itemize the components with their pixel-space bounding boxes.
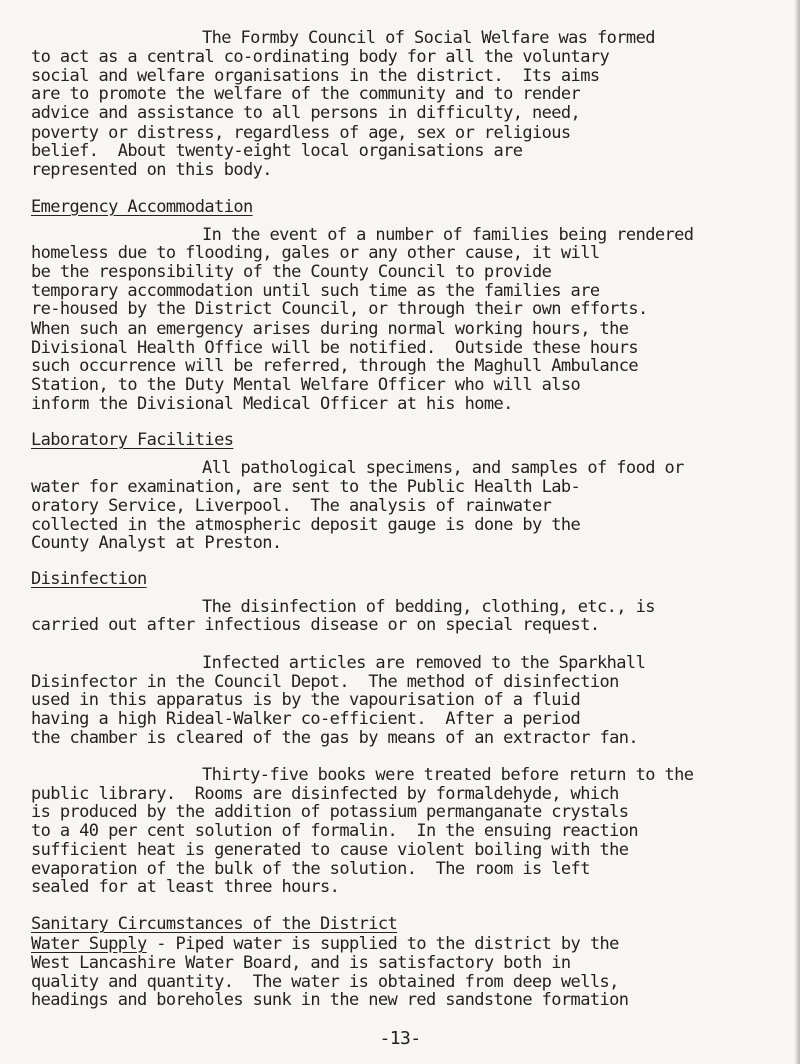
text-line: When such an emergency arises during normal working hours, the	[31, 319, 629, 339]
text-line: are to promote the welfare of the community and to render	[31, 84, 581, 104]
text-line: sufficient heat is generated to cause violent boiling with the	[31, 840, 629, 860]
scan-edge-shadow	[794, 0, 800, 1064]
text-line: Disinfector in the Council Depot. The method of disinfection	[31, 672, 619, 692]
page-number: -13-	[379, 1028, 421, 1049]
text-line: is produced by the addition of potassium permanganate crystals	[31, 802, 629, 822]
text-line: belief. About twenty-eight local organisations are	[31, 141, 523, 161]
text-line: quality and quantity. The water is obtained from deep wells,	[31, 972, 619, 992]
text-line: West Lancashire Water Board, and is satisfactory both in	[31, 953, 571, 973]
text-line: The disinfection of bedding, clothing, etc., is	[202, 597, 655, 617]
text-line: inform the Divisional Medical Officer at his home.	[31, 394, 513, 414]
text-line: Station, to the Duty Mental Welfare Officer who will also	[31, 375, 581, 395]
text-line: having a high Rideal-Walker co-efficient. After a period	[31, 709, 581, 729]
section-heading-emergency-accommodation: Emergency Accommodation	[31, 197, 253, 217]
text-line: Divisional Health Office will be notified. Outside these hours	[31, 338, 638, 358]
text-line: County Analyst at Preston.	[31, 533, 282, 553]
text-line: social and welfare organisations in the district. Its aims	[31, 66, 600, 86]
text-line: carried out after infectious disease or on special request.	[31, 615, 600, 635]
text-line: represented on this body.	[31, 160, 272, 180]
section-heading-sanitary: Sanitary Circumstances of the District	[31, 914, 398, 934]
text-line: Thirty-five books were treated before return to the	[202, 765, 694, 785]
text-line: re-housed by the District Council, or through their own efforts.	[31, 299, 648, 319]
text-line: All pathological specimens, and samples of food or	[202, 458, 684, 478]
text-line: temporary accommodation until such time as the families are	[31, 281, 600, 301]
text-line: evaporation of the bulk of the solution. The room is left	[31, 859, 590, 879]
text-line: water for examination, are sent to the Public Health Lab-	[31, 477, 581, 497]
text-line: the chamber is cleared of the gas by means of an extractor fan.	[31, 728, 638, 748]
text-line: collected in the atmospheric deposit gauge is done by the	[31, 515, 581, 535]
section-heading-laboratory-facilities: Laboratory Facilities	[31, 430, 234, 450]
subheading-water-supply: Water Supply	[31, 934, 147, 954]
text-line: homeless due to flooding, gales or any other cause, it will	[31, 243, 600, 263]
section-heading-disinfection: Disinfection	[31, 569, 147, 589]
text-run: - Piped water is supplied to the district by the	[146, 934, 619, 954]
text-line: oratory Service, Liverpool. The analysis of rainwater	[31, 496, 552, 516]
text-line: Infected articles are removed to the Sparkhall	[202, 653, 646, 673]
text-line: The Formby Council of Social Welfare was formed	[202, 28, 655, 48]
text-line: In the event of a number of families being rendered	[202, 225, 694, 245]
text-line: to act as a central co-ordinating body for all the voluntary	[31, 47, 610, 67]
text-line: headings and boreholes sunk in the new red sandstone formation	[31, 990, 629, 1010]
text-line: poverty or distress, regardless of age, sex or religious	[31, 123, 571, 143]
text-line: to a 40 per cent solution of formalin. In the ensuing reaction	[31, 821, 638, 841]
text-line-water-supply	[31, 934, 800, 954]
text-line: sealed for at least three hours.	[31, 877, 340, 897]
text-line: be the responsibility of the County Council to provide	[31, 262, 552, 282]
text-line: advice and assistance to all persons in difficulty, need,	[31, 103, 581, 123]
text-line: public library. Rooms are disinfected by formaldehyde, which	[31, 784, 619, 804]
text-line: such occurrence will be referred, through the Maghull Ambulance	[31, 356, 638, 376]
text-line: used in this apparatus is by the vapourisation of a fluid	[31, 690, 581, 710]
